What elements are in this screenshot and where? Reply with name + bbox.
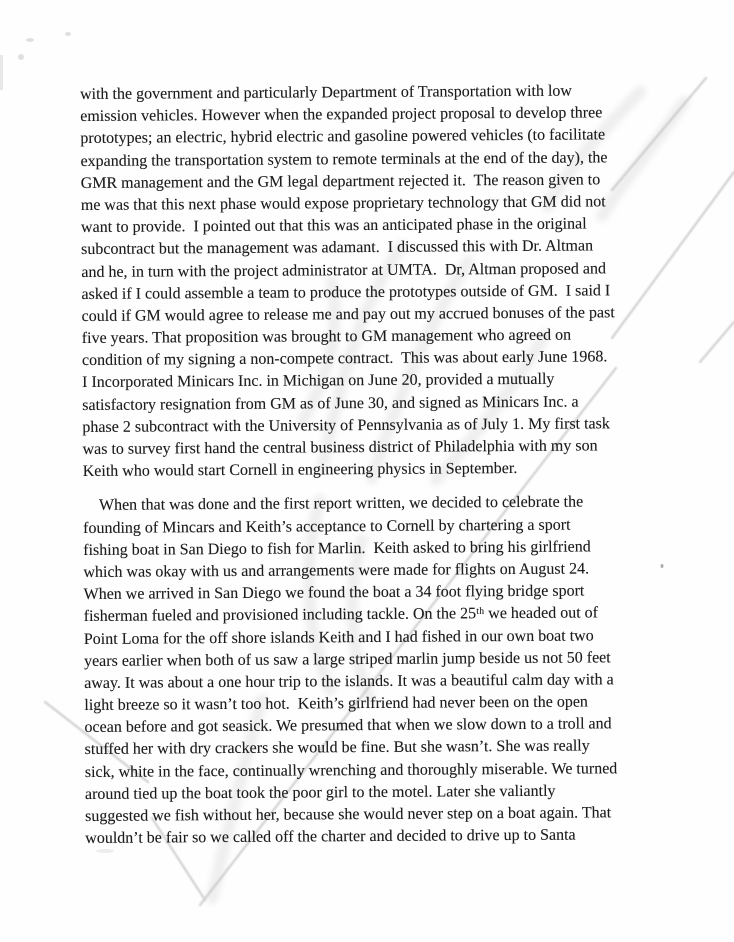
- text-line: founding of Mincars and Keith’s acceptance to Cornell by chartering a sport: [83, 516, 571, 537]
- text-line: satisfactory resignation from GM as of June 30, and signed as Minicars Inc. a: [82, 393, 579, 414]
- text-line: prototypes; an electric, hybrid electric and gasoline powered vehicles (to facilitate: [80, 126, 606, 148]
- text-line: me was that this next phase would expose proprietary technology that GM did not: [80, 193, 606, 214]
- text-line: with the government and particularly Department of Transportation with low: [80, 82, 573, 103]
- text-line: was to survey first hand the central business district of Philadelphia with my son: [82, 437, 598, 458]
- text-line: five years. That proposition was brought to GM management who agreed on: [81, 326, 572, 348]
- text-line: stuffed her with dry crackers she would be fine. But she wasn’t. She was really: [84, 737, 590, 759]
- text-line: ocean before and got seasick. We presumed that when we slow down to a troll and: [84, 715, 612, 737]
- text-line: fisherman fueled and provisioned including tackle. On the 25ᵗʰ we headed out of: [83, 604, 599, 626]
- paragraph-1: [80, 79, 731, 483]
- text-line: could if GM would agree to release me and pay out my accrued bonuses of the past: [81, 304, 615, 325]
- text-line: Keith who would start Cornell in engineering physics in September.: [82, 460, 518, 481]
- paragraph-2: [83, 491, 733, 851]
- text-line: away. It was about a one hour trip to the islands. It was a beautiful calm day with a: [84, 671, 614, 692]
- text-line: light breeze so it wasn’t too hot. Keith’s girlfriend had never been on the open: [84, 693, 588, 715]
- text-line: subcontract but the management was adamant. I discussed this with Dr. Altman: [81, 237, 594, 259]
- text-line: Point Loma for the off shore islands Keith and I had fished in our own boat two: [83, 626, 594, 648]
- document-text: [80, 79, 733, 850]
- text-line: emission vehicles. However when the expanded project proposal to develop three: [80, 104, 603, 126]
- text-line: want to provide. I pointed out that this was an anticipated phase in the original: [80, 215, 587, 237]
- text-line: expanding the transportation system to remote terminals at the end of the day), the: [80, 148, 608, 170]
- text-line: asked if I could assemble a team to produce the prototypes outside of GM. I said I: [81, 281, 611, 303]
- text-line: around tied up the boat took the poor girl to the motel. Later she valiantly: [84, 782, 556, 803]
- text-line: phase 2 subcontract with the University of Pennsylvania as of July 1. My first task: [82, 415, 610, 436]
- text-line: which was okay with us and arrangements were made for flights on August 24.: [83, 560, 590, 581]
- text-line: condition of my signing a non-compete contract. This was about early June 1968.: [81, 348, 608, 370]
- text-line: fishing boat in San Diego to fish for Marlin. Keith asked to bring his girlfriend: [83, 538, 591, 559]
- text-line: wouldn’t be fair so we called off the charter and decided to drive up to Santa: [85, 826, 576, 848]
- text-line: sick, white in the face, continually wrenching and thoroughly miserable. We turned: [84, 759, 618, 781]
- text-line: I Incorporated Minicars Inc. in Michigan on June 20, provided a mutually: [82, 371, 555, 392]
- text-line: years earlier when both of us saw a large striped marlin jump beside us not 50 feet: [83, 648, 611, 670]
- text-line: When that was done and the first report written, we decided to celebrate the: [98, 493, 584, 515]
- text-line: and he, in turn with the project administrator at UMTA. Dr, Altman proposed and: [81, 259, 606, 281]
- text-line: When we arrived in San Diego we found the boat a 34 foot flying bridge sport: [83, 582, 585, 604]
- text-line: suggested we fish without her, because she would never step on a boat again. That: [85, 804, 612, 825]
- text-line: GMR management and the GM legal department rejected it. The reason given to: [80, 171, 601, 192]
